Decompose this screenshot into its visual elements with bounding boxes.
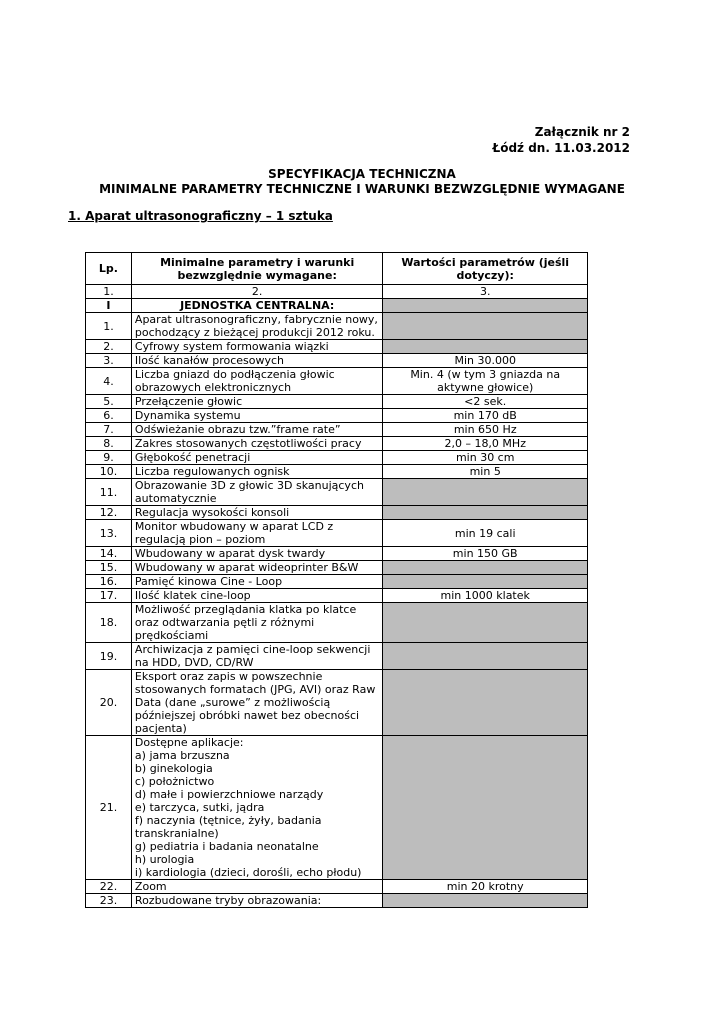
row-param: Rozbudowane tryby obrazowania: — [131, 894, 383, 908]
table-row — [86, 368, 588, 395]
row-value — [383, 575, 588, 589]
row-value: min 19 cali — [383, 520, 588, 547]
row-param: Głębokość penetracji — [131, 451, 383, 465]
row-lp: 22. — [86, 880, 132, 894]
row-lp: 18. — [86, 603, 132, 643]
row-lp: 11. — [86, 479, 132, 506]
table-row — [86, 670, 588, 736]
section-heading: 1. Aparat ultrasonograficzny – 1 sztuka — [68, 209, 333, 223]
row-param: Dynamika systemu — [131, 409, 383, 423]
row-param: Ilość klatek cine-loop — [131, 589, 383, 603]
row-param: Pamięć kinowa Cine - Loop — [131, 575, 383, 589]
row-value — [383, 479, 588, 506]
row-lp: 6. — [86, 409, 132, 423]
row-lp: 21. — [86, 736, 132, 880]
table-header-row — [86, 253, 588, 285]
document-header — [493, 124, 630, 156]
row-value: min 150 GB — [383, 547, 588, 561]
row-lp: 12. — [86, 506, 132, 520]
header-values: Wartości parametrów (jeśli dotyczy): — [383, 253, 588, 285]
row-param: Liczba regulowanych ognisk — [131, 465, 383, 479]
table-row — [86, 520, 588, 547]
row-value: Min. 4 (w tym 3 gniazda na aktywne głowice) — [383, 368, 588, 395]
row-param: Ilość kanałów procesowych — [131, 354, 383, 368]
col-number-3: 3. — [383, 285, 588, 299]
row-lp: 3. — [86, 354, 132, 368]
table-row — [86, 423, 588, 437]
table-row — [86, 575, 588, 589]
spec-table — [85, 252, 588, 908]
row-lp: 13. — [86, 520, 132, 547]
table-row — [86, 894, 588, 908]
row-param: Wbudowany w aparat dysk twardy — [131, 547, 383, 561]
column-number-row — [86, 285, 588, 299]
row-value: min 5 — [383, 465, 588, 479]
table-body — [86, 313, 588, 908]
table-row — [86, 354, 588, 368]
row-param: Aparat ultrasonograficzny, fabrycznie nowy, pochodzący z bieżącej produkcji 2012 roku. — [131, 313, 383, 340]
table-row — [86, 880, 588, 894]
row-param: Regulacja wysokości konsoli — [131, 506, 383, 520]
row-lp: 10. — [86, 465, 132, 479]
document-title — [0, 167, 724, 197]
row-value: 2,0 – 18,0 MHz — [383, 437, 588, 451]
row-value — [383, 313, 588, 340]
row-param: Archiwizacja z pamięci cine-loop sekwencji na HDD, DVD, CD/RW — [131, 643, 383, 670]
row-value — [383, 506, 588, 520]
title-line-2: MINIMALNE PARAMETRY TECHNICZNE I WARUNKI BEZWZGLĘDNIE WYMAGANE — [99, 182, 625, 196]
row-lp: 20. — [86, 670, 132, 736]
group-value-cell — [383, 299, 588, 313]
row-param: Możliwość przeglądania klatka po klatce oraz odtwarzania pętli z różnymi prędkościami — [131, 603, 383, 643]
header-params: Minimalne parametry i warunki bezwzględnie wymagane: — [131, 253, 383, 285]
row-param: Monitor wbudowany w aparat LCD z regulacją pion – poziom — [131, 520, 383, 547]
table-row — [86, 409, 588, 423]
row-value — [383, 340, 588, 354]
title-line-1: SPECYFIKACJA TECHNICZNA — [268, 167, 456, 181]
row-lp: 14. — [86, 547, 132, 561]
row-lp: 23. — [86, 894, 132, 908]
table-row — [86, 451, 588, 465]
row-value — [383, 603, 588, 643]
table-row — [86, 479, 588, 506]
row-value: min 20 krotny — [383, 880, 588, 894]
group-lp: I — [86, 299, 132, 313]
row-lp: 5. — [86, 395, 132, 409]
row-param: Przełączenie głowic — [131, 395, 383, 409]
row-param: Eksport oraz zapis w powszechnie stosowanych formatach (JPG, AVI) oraz Raw Data (dane „surowe” z możliwością późniejszej obróbki nawet bez obecności pacjenta) — [131, 670, 383, 736]
table-row — [86, 736, 588, 880]
row-lp: 17. — [86, 589, 132, 603]
row-param: Cyfrowy system formowania wiązki — [131, 340, 383, 354]
row-lp: 4. — [86, 368, 132, 395]
table-row — [86, 465, 588, 479]
row-value: <2 sek. — [383, 395, 588, 409]
row-value: Min 30.000 — [383, 354, 588, 368]
row-param: Zakres stosowanych częstotliwości pracy — [131, 437, 383, 451]
row-value — [383, 894, 588, 908]
table-row — [86, 547, 588, 561]
row-param: Dostępne aplikacje: a) jama brzuszna b) ginekologia c) położnictwo d) małe i powierzchniowe narządy e) tarczyca, sutki, jądra f) naczynia (tętnice, żyły, badania transkranialne) g) pediatria i badania neonatalne h) urologia i) kardiologia (dzieci, dorośli, echo płodu) — [131, 736, 383, 880]
row-value — [383, 736, 588, 880]
row-param: Zoom — [131, 880, 383, 894]
row-lp: 15. — [86, 561, 132, 575]
table-row — [86, 561, 588, 575]
table-row — [86, 589, 588, 603]
document-date: Łódź dn. 11.03.2012 — [492, 141, 630, 155]
row-lp: 9. — [86, 451, 132, 465]
group-label: JEDNOSTKA CENTRALNA: — [131, 299, 383, 313]
row-value — [383, 670, 588, 736]
group-row — [86, 299, 588, 313]
header-lp: Lp. — [86, 253, 132, 285]
row-lp: 8. — [86, 437, 132, 451]
row-lp: 1. — [86, 313, 132, 340]
row-lp: 16. — [86, 575, 132, 589]
col-number-2: 2. — [131, 285, 383, 299]
row-lp: 19. — [86, 643, 132, 670]
row-lp: 7. — [86, 423, 132, 437]
table-row — [86, 506, 588, 520]
row-lp: 2. — [86, 340, 132, 354]
row-param: Obrazowanie 3D z głowic 3D skanujących automatycznie — [131, 479, 383, 506]
table-row — [86, 437, 588, 451]
row-value — [383, 643, 588, 670]
row-value — [383, 561, 588, 575]
table-row — [86, 395, 588, 409]
row-param: Wbudowany w aparat wideoprinter B&W — [131, 561, 383, 575]
table-row — [86, 313, 588, 340]
table-row — [86, 603, 588, 643]
row-value: min 650 Hz — [383, 423, 588, 437]
table-row — [86, 340, 588, 354]
table-row — [86, 643, 588, 670]
row-value: min 30 cm — [383, 451, 588, 465]
row-value: min 1000 klatek — [383, 589, 588, 603]
attachment-number: Załącznik nr 2 — [534, 125, 630, 139]
row-param: Liczba gniazd do podłączenia głowic obrazowych elektronicznych — [131, 368, 383, 395]
row-param: Odświeżanie obrazu tzw.”frame rate” — [131, 423, 383, 437]
row-value: min 170 dB — [383, 409, 588, 423]
col-number-1: 1. — [86, 285, 132, 299]
